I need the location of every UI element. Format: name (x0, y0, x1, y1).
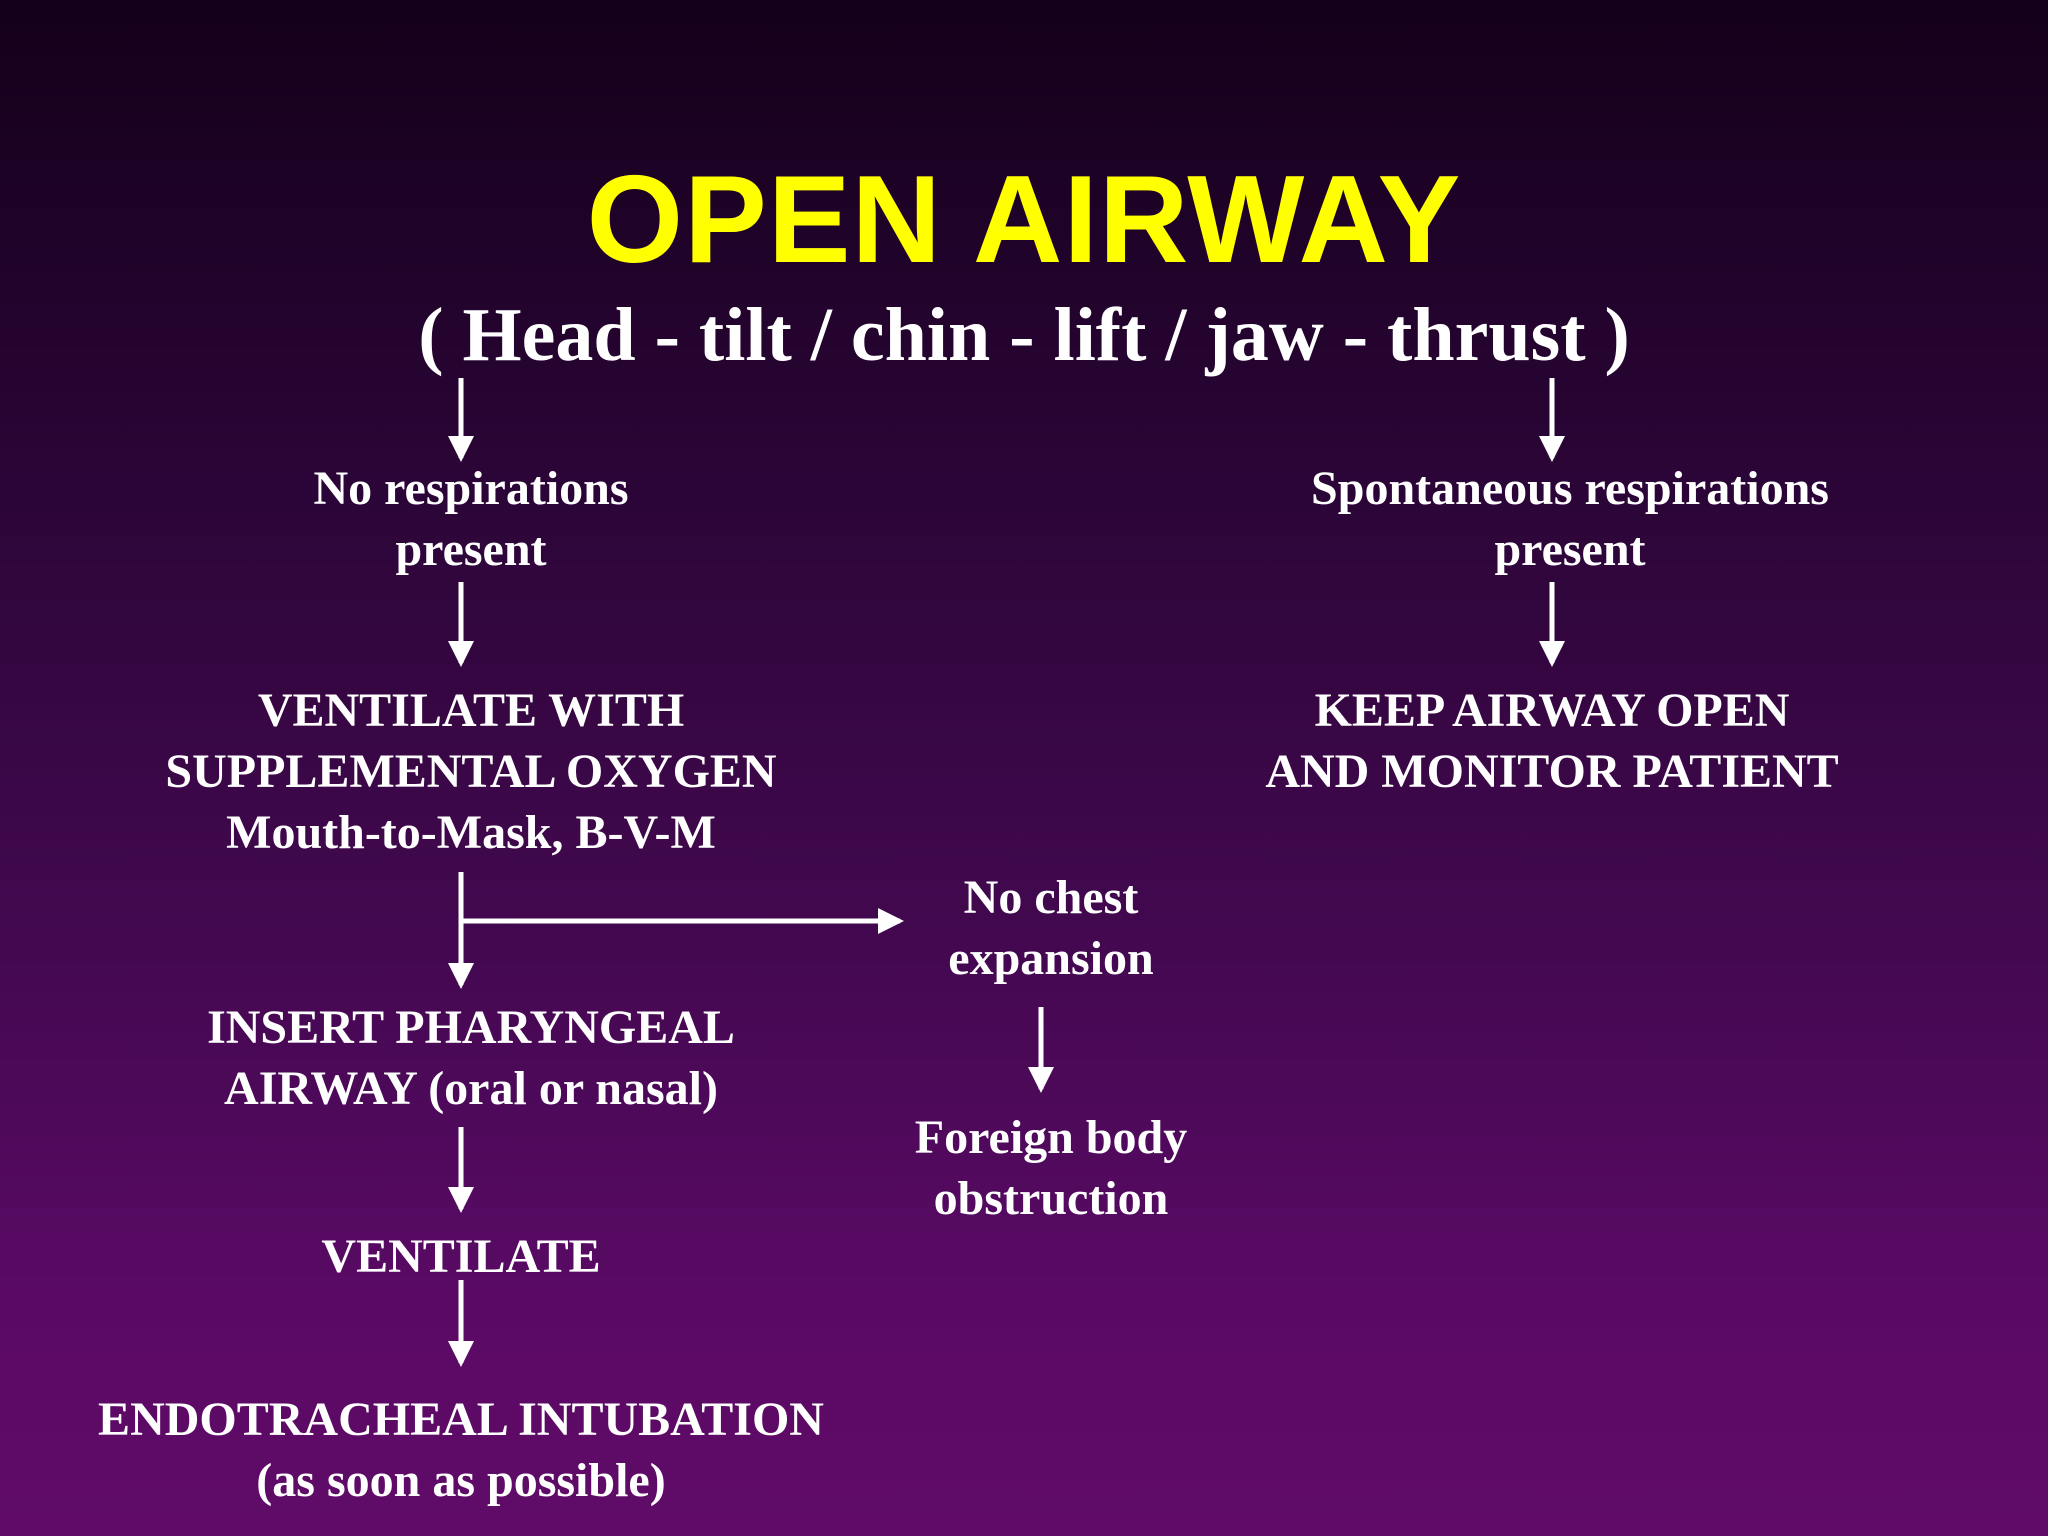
node-ventilate-supplemental-oxygen (96, 680, 846, 863)
node-foreign-body-obstruction (851, 1107, 1251, 1229)
node-line: expansion (948, 932, 1154, 985)
node-line: obstruction (933, 1172, 1169, 1225)
node-no-respirations (211, 458, 731, 580)
node-line: VENTILATE WITH (257, 684, 685, 737)
node-endotracheal-intubation (31, 1389, 891, 1511)
node-line: INSERT PHARYNGEAL (207, 1001, 735, 1054)
node-ventilate (211, 1226, 711, 1287)
slide-title: OPEN AIRWAY (586, 151, 1462, 289)
node-line: AND MONITOR PATIENT (1265, 745, 1839, 798)
node-line: No chest (963, 871, 1139, 924)
node-insert-pharyngeal-airway (116, 997, 826, 1119)
node-line: Mouth-to-Mask, B-V-M (226, 806, 716, 859)
node-line: VENTILATE (321, 1230, 601, 1283)
node-line: SUPPLEMENTAL OXYGEN (165, 745, 777, 798)
node-line: AIRWAY (oral or nasal) (224, 1062, 718, 1115)
node-line: KEEP AIRWAY OPEN (1314, 684, 1790, 737)
node-line: (as soon as possible) (256, 1454, 666, 1507)
node-line: ENDOTRACHEAL INTUBATION (98, 1393, 824, 1446)
node-line: present (395, 523, 547, 576)
slide-subtitle: ( Head - tilt / chin - lift / jaw - thrust ) (418, 293, 1630, 377)
node-keep-airway-open (1192, 680, 1912, 802)
node-line: present (1494, 523, 1646, 576)
node-spontaneous-respirations (1230, 458, 1910, 580)
node-line: No respirations (313, 462, 629, 515)
node-line: Foreign body (914, 1111, 1188, 1164)
node-line: Spontaneous respirations (1311, 462, 1829, 515)
node-no-chest-expansion (871, 867, 1231, 989)
